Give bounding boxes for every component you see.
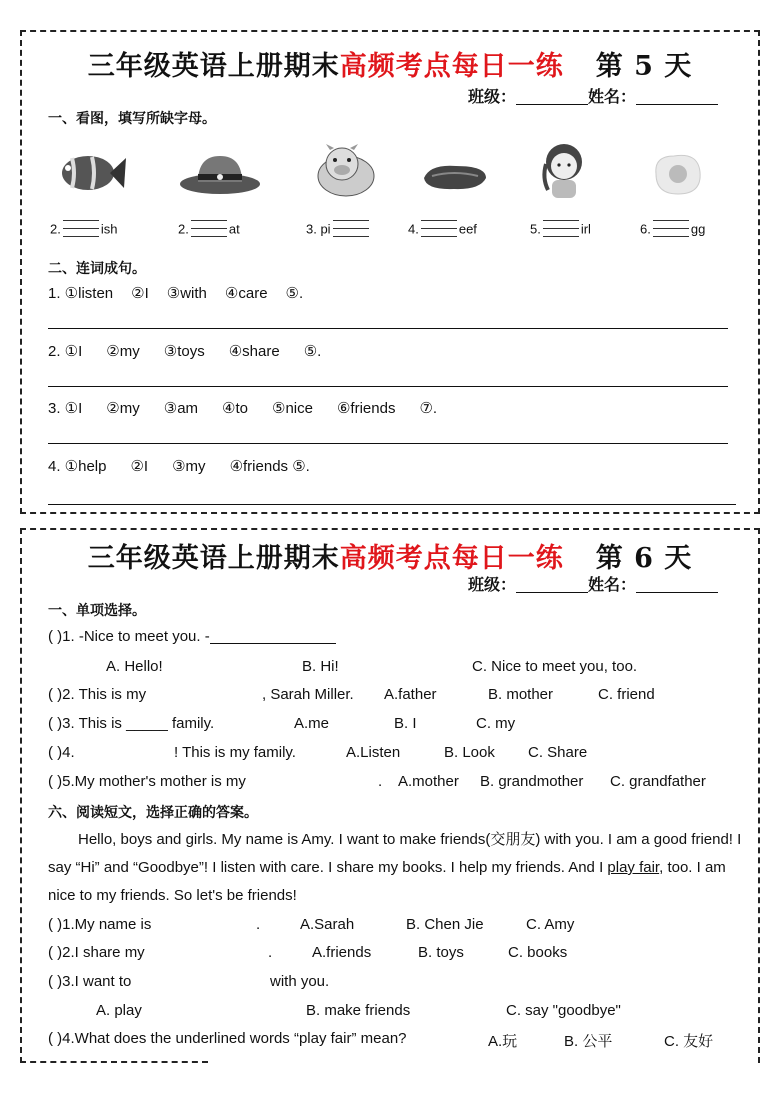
- option-c[interactable]: C. Share: [528, 744, 588, 761]
- reading-question-3-rest: with you.: [270, 973, 330, 990]
- reading-question-2: ( )2.I share my: [48, 944, 145, 961]
- class-name-line: [468, 572, 718, 595]
- option-b[interactable]: B. toys: [418, 944, 464, 961]
- option-c[interactable]: C. Amy: [526, 916, 575, 933]
- option-b[interactable]: B. Hi!: [302, 658, 339, 675]
- picture-blank-2[interactable]: 2. at: [178, 221, 240, 237]
- option-a[interactable]: A. Hello!: [106, 658, 163, 675]
- title-highlight: 高频考点每日一练: [339, 51, 564, 82]
- class-blank[interactable]: [516, 89, 588, 105]
- card-bottom-border: [20, 1061, 208, 1063]
- sentence-1: 1. ①listen ②I ③with ④care ⑤.: [48, 285, 304, 302]
- picture-blank-4[interactable]: 4. eef: [408, 221, 477, 237]
- option-b[interactable]: B. make friends: [306, 1002, 411, 1019]
- reading-passage: Hello, boys and girls. My name is Amy. I want to make friends(交朋友) with you. I am a good friend! I say “Hi” and “Goodbye”! I listen with care. I share my books. I help my friends. And I play fair, too. I am nice to my friends. So let's be friends!: [48, 831, 742, 904]
- option-a[interactable]: A.玩: [488, 1033, 518, 1050]
- answer-line[interactable]: [48, 328, 728, 329]
- sentence-3: 3. ①I ②my ③am ④to ⑤nice ⑥friends ⑦.: [48, 400, 438, 417]
- question-4: ( )4.: [48, 744, 75, 761]
- picture-blank-5[interactable]: 5. irl: [530, 221, 591, 237]
- option-b[interactable]: B. I: [394, 715, 417, 732]
- option-b[interactable]: B. grandmother: [480, 773, 584, 790]
- question-5-dot: .: [378, 773, 383, 790]
- underlined-phrase: play fair: [607, 859, 660, 876]
- option-c[interactable]: C. friend: [598, 686, 655, 703]
- name-blank[interactable]: [636, 89, 718, 105]
- class-label: 班级：: [467, 87, 516, 106]
- reading-question-4: ( )4.What does the underlined words “play fair” mean?: [48, 1030, 407, 1047]
- day5-title: [22, 44, 758, 83]
- day6-worksheet: [20, 528, 760, 1063]
- girl-icon: [534, 138, 596, 200]
- option-a[interactable]: A.mother: [398, 773, 459, 790]
- option-b[interactable]: B. Look: [444, 744, 495, 761]
- title-main: 三年级英语上册期末: [87, 543, 340, 574]
- option-c[interactable]: C. grandfather: [610, 773, 706, 790]
- egg-icon: [650, 150, 706, 198]
- answer-line[interactable]: [48, 386, 728, 387]
- option-b[interactable]: B. Chen Jie: [406, 916, 484, 933]
- option-c[interactable]: C. 友好: [664, 1033, 714, 1050]
- picture-blank-1[interactable]: 2. ish: [50, 221, 118, 237]
- class-blank[interactable]: [516, 577, 588, 593]
- option-c[interactable]: C. my: [476, 715, 516, 732]
- option-c[interactable]: C. Nice to meet you, too.: [472, 658, 638, 675]
- sentence-4: 4. ①help ②I ③my ④friends ⑤.: [48, 458, 310, 475]
- option-a[interactable]: A.Sarah: [300, 916, 355, 933]
- hat-icon: [178, 150, 262, 198]
- option-c[interactable]: C. say "goodbye": [506, 1002, 621, 1019]
- pig-icon: [312, 144, 378, 200]
- class-label: 班级：: [467, 575, 516, 594]
- title-highlight: 高频考点每日一练: [339, 543, 564, 574]
- day5-worksheet: [20, 30, 760, 514]
- reading-question-2-dot: .: [268, 944, 273, 961]
- picture-blank-3[interactable]: 3. pi: [306, 218, 371, 242]
- option-b[interactable]: B. 公平: [564, 1033, 613, 1050]
- section-heading: 二、连词成句。: [48, 261, 146, 277]
- option-a[interactable]: A.friends: [312, 944, 372, 961]
- class-name-line: [468, 84, 718, 107]
- sentence-2: 2. ①I ②my ③toys ④share ⑤.: [48, 343, 322, 360]
- section-heading: 一、单项选择。: [48, 603, 146, 619]
- name-label: 姓名：: [587, 87, 636, 106]
- title-day: 第 5 天: [595, 51, 693, 82]
- option-a[interactable]: A.father: [384, 686, 437, 703]
- title-main: 三年级英语上册期末: [87, 51, 340, 82]
- answer-line[interactable]: [48, 443, 728, 444]
- question-2: ( )2. This is my: [48, 686, 147, 703]
- question-1: ( )1. -Nice to meet you. -: [48, 628, 336, 645]
- question-3: ( )3. This is _____ family.: [48, 715, 215, 732]
- answer-line[interactable]: [48, 504, 736, 505]
- answer-blank[interactable]: [210, 628, 336, 644]
- name-blank[interactable]: [636, 577, 718, 593]
- section-heading: 六、阅读短文，选择正确的答案。: [48, 805, 258, 821]
- reading-question-1: ( )1.My name is: [48, 916, 152, 933]
- day6-title: [22, 536, 758, 575]
- question-2-rest: , Sarah Miller.: [262, 686, 354, 703]
- name-label: 姓名：: [587, 575, 636, 594]
- option-c[interactable]: C. books: [508, 944, 568, 961]
- option-b[interactable]: B. mother: [488, 686, 554, 703]
- question-5: ( )5.My mother's mother is my: [48, 773, 246, 790]
- picture-blank-6[interactable]: 6. gg: [640, 221, 706, 237]
- reading-question-1-dot: .: [256, 916, 261, 933]
- option-a[interactable]: A. play: [96, 1002, 142, 1019]
- option-a[interactable]: A.Listen: [346, 744, 401, 761]
- option-a[interactable]: A.me: [294, 715, 330, 732]
- section-heading: 一、看图，填写所缺字母。: [48, 111, 216, 127]
- title-day: 第 6 天: [595, 543, 693, 574]
- reading-question-3: ( )3.I want to: [48, 973, 132, 990]
- question-4-rest: ! This is my family.: [174, 744, 296, 761]
- beef-icon: [420, 162, 490, 192]
- fish-icon: [58, 150, 128, 196]
